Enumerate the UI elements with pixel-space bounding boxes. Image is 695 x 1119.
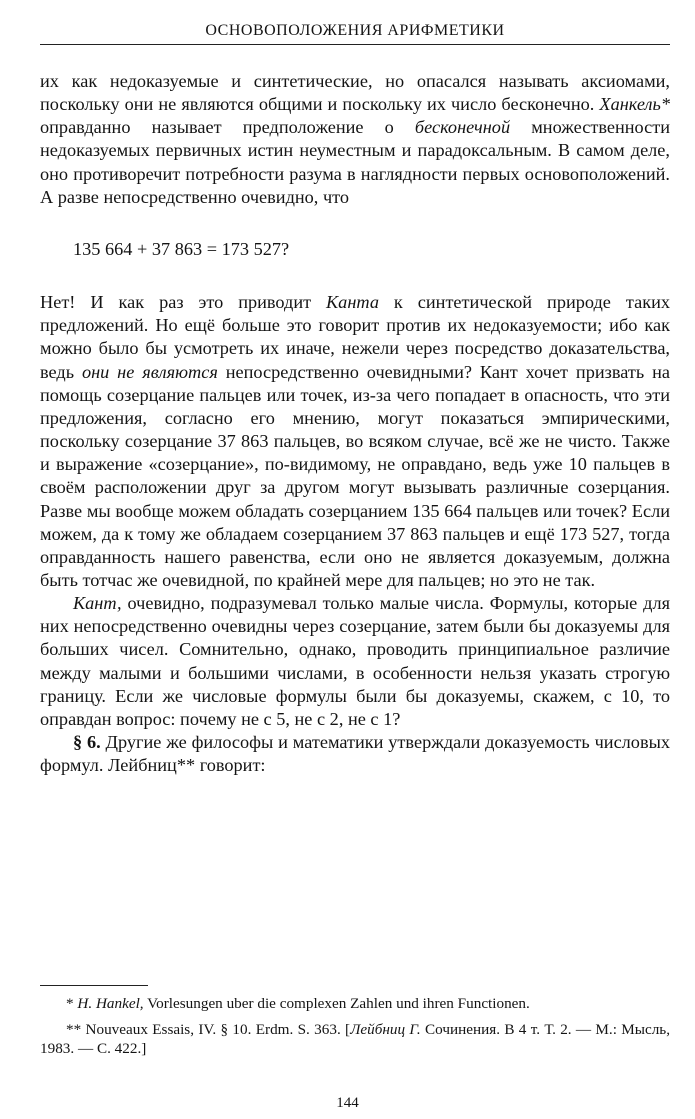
paragraph-1: их как недоказуемые и синтетические, но опасался называть аксиомами, поскольку они не являются общими и поскольку их число бесконечно. Ханкель* оправданно называет предположение о бесконечной множественности недоказуемых первичных истин неуместным и парадоксальным. В самом деле, оно противоречит потребности разума в наглядности первых основоположений. А разве непосредственно очевидно, что [40, 71, 671, 207]
footnote-2: ** Nouveaux Essais, IV. § 10. Erdm. S. 363. [Лейбниц Г. Сочинения. В 4 т. Т. 2. — М.: Мысль, 1983. — С. 422.] [40, 1020, 671, 1057]
paragraph-2: Нет! И как раз это приводит Канта к синтетической природе таких предложений. Но ещё больше это говорит против их недоказуемости; ибо как можно было бы усмотреть их иначе, нежели через посредство доказательства, ведь они не являются непосредственно очевидными? Кант хочет призвать на помощь созерцание пальцев или точек, из-за чего попадает в опасность, что эти предложения, согласно его мнению, могут показаться эмпирическими, поскольку созерцание 37 863 пальцев, во всяком случае, всё же не чисто. Также и выражение «созерцание», по-видимому, не оправдано, ведь уже 10 пальцев в своём расположении друг за другом могут вызывать различные созерцания. Разве мы вообще можем обладать созерцанием 135 664 пальцев или точек? Если можем, да к тому же обладаем созерцанием 37 863 пальцев и ещё 173 527, тогда оправданность нашего равенства, если оно не является доказуемым, должна быть тотчас же очевидной, по крайней мере для пальцев; но это не так. [40, 292, 671, 590]
main-text [40, 70, 670, 777]
name-kant-2: Кант, [73, 593, 122, 614]
section-number: § 6. [73, 732, 101, 753]
paragraph-3: Кант, очевидно, подразумевал только малые числа. Формулы, которые для них непосредственно очевидны через созерцание, затем были бы доказуемы для больших чисел. Сомнительно, однако, проводить принципиальное различие между малыми и большими числами, в особенности нельзя указать строгую границу. Если же числовые формулы были бы доказуемы, скажем, с 10, то оправдан вопрос: почему не с 5, не с 2, не с 1? [40, 593, 670, 729]
page-number: 144 [336, 1095, 359, 1111]
name-kant: Канта [326, 292, 379, 313]
paragraph-4: § 6. Другие же философы и математики утверждали доказуемость числовых формул. Лейбниц** говорит: [40, 732, 671, 776]
numeric-formula: 135 664 + 37 863 = 173 527? [73, 238, 290, 259]
running-head: ОСНОВОПОЛОЖЕНИЯ АРИФМЕТИКИ [205, 22, 505, 39]
name-hankel: Ханкель* [599, 94, 670, 115]
footnote-rule [40, 985, 148, 986]
footnote-1: * H. Hankel, Vorlesungen uber die complexen Zahlen und ihren Functionen. [66, 995, 530, 1012]
emphasis-infinite: бесконечной [414, 117, 511, 138]
footnotes [40, 994, 670, 1065]
emphasis-not-evident: они не являются [81, 361, 218, 382]
header-rule [40, 44, 670, 45]
